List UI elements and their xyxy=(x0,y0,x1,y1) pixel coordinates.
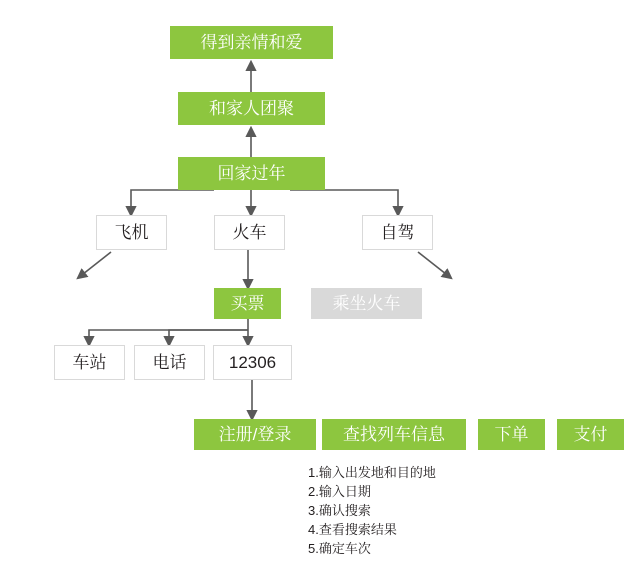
node-place-order: 下单 xyxy=(478,419,545,450)
edge-n7-n9 xyxy=(89,330,248,345)
node-phone: 电话 xyxy=(134,345,205,380)
edge-n3-n6 xyxy=(290,190,398,215)
node-register-login: 注册/登录 xyxy=(194,419,316,450)
edge-n7-n10 xyxy=(169,330,248,345)
edge-n6-out xyxy=(418,252,451,278)
node-go-home-for-new-year: 回家过年 xyxy=(178,157,325,190)
step-item: 2.输入日期 xyxy=(308,484,371,499)
step-item: 3.确认搜索 xyxy=(308,503,371,518)
node-self-drive: 自驾 xyxy=(362,215,433,250)
node-station: 车站 xyxy=(54,345,125,380)
step-item: 5.确定车次 xyxy=(308,541,371,556)
node-train: 火车 xyxy=(214,215,285,250)
node-find-train-info: 查找列车信息 xyxy=(322,419,466,450)
node-12306: 12306 xyxy=(213,345,292,380)
edge-n4-out xyxy=(78,252,111,278)
node-reunite-with-family: 和家人团聚 xyxy=(178,92,325,125)
step-item: 1.输入出发地和目的地 xyxy=(308,465,436,480)
node-pay: 支付 xyxy=(557,419,624,450)
node-buy-ticket: 买票 xyxy=(214,288,281,319)
step-item: 4.查看搜索结果 xyxy=(308,522,397,537)
steps-list xyxy=(308,463,436,558)
node-get-family-love: 得到亲情和爱 xyxy=(170,26,333,59)
node-airplane: 飞机 xyxy=(96,215,167,250)
edge-n3-n4 xyxy=(131,190,214,215)
node-ride-train: 乘坐火车 xyxy=(311,288,422,319)
